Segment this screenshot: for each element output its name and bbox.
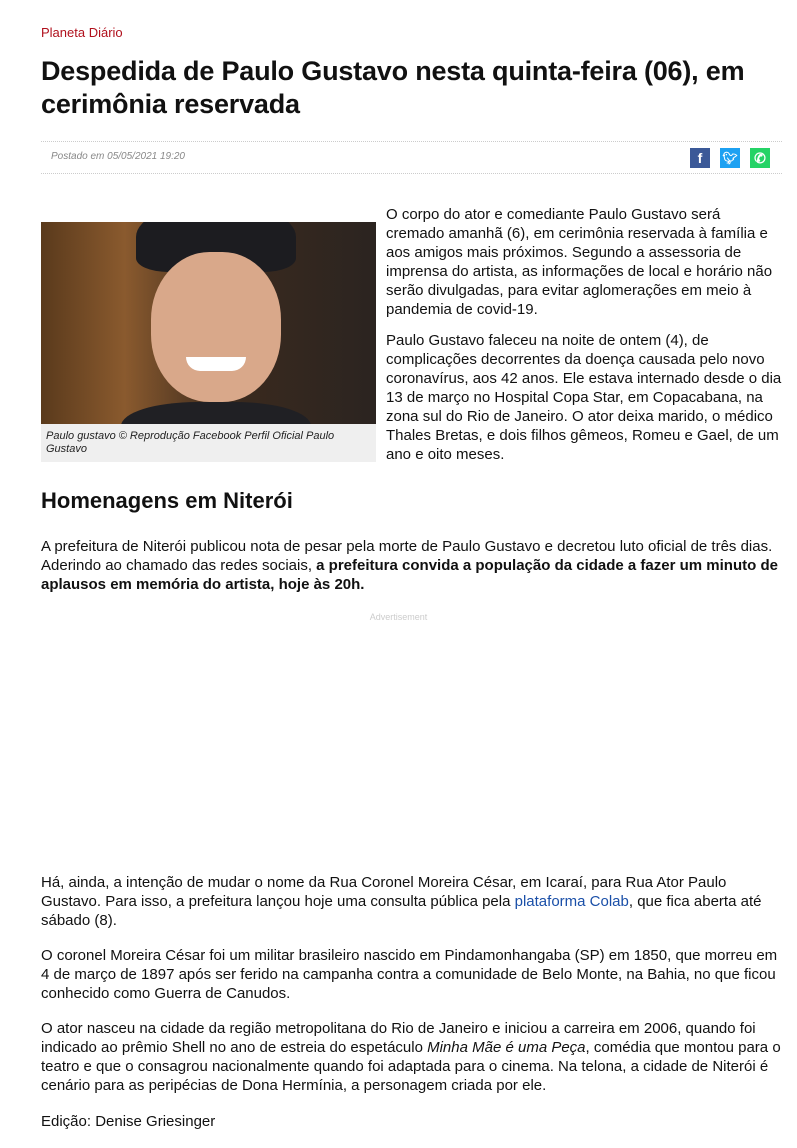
coronel-paragraph: O coronel Moreira César foi um militar brasileiro nascido em Pindamonhangaba (SP) em 1850, que morreu em 4 de março de 1897 após ser ferido na campanha contra a comunidade de Belo Monte, na Bahia, no que ficou conhecido como Guerra de Canudos. xyxy=(41,947,778,1002)
post-date: Postado em 05/05/2021 19:20 xyxy=(51,151,185,162)
intro-paragraph: O corpo do ator e comediante Paulo Gustavo será cremado amanhã (6), em cerimônia reservada à família e aos amigos mais próximos. Segundo a assessoria de imprensa do artista, as informações de local e horário não serão divulgadas, para evitar aglomerações em meio à pandemia de covid-19. xyxy=(386,206,773,318)
share-buttons xyxy=(690,148,770,168)
paragraph-bold-text: a prefeitura convida a população da cidade a fazer um minuto de aplausos em memória do artista, hoje às 20h. xyxy=(41,557,778,593)
paragraph-text: , que fica aberta até sábado (8). xyxy=(41,893,762,929)
editor-credit: Edição: Denise Griesinger xyxy=(41,1113,216,1130)
homenagens-paragraph xyxy=(41,537,782,594)
article-meta-bar xyxy=(41,141,782,174)
article-figure xyxy=(41,222,376,462)
ator-paragraph xyxy=(41,1019,782,1095)
image-caption: Paulo gustavo © Reprodução Facebook Perfil Oficial Paulo Gustavo xyxy=(46,430,335,455)
intro-column xyxy=(386,205,782,476)
whatsapp-share-icon[interactable]: ✆ xyxy=(750,148,770,168)
rua-paragraph xyxy=(41,873,782,930)
intro-paragraph: Paulo Gustavo faleceu na noite de ontem (4), de complicações decorrentes da doença causada pelo novo coronavírus, aos 42 anos. Ele estava internado desde o dia 13 de março no Hospital Copa Star, em Copacabana, na zona sul do Rio de Janeiro. O ator deixa marido, o médico Thales Bretas, e dois filhos gêmeos, Romeu e Gael, de um ano e oito meses. xyxy=(386,332,782,463)
play-title: Minha Mãe é uma Peça xyxy=(427,1039,586,1056)
facebook-share-icon[interactable]: f xyxy=(690,148,710,168)
section-label[interactable]: Planeta Diário xyxy=(41,25,123,40)
paragraph-text: O ator nasceu na cidade da região metropolitana do Rio de Janeiro e iniciou a carreira em 2006, quando foi indicado ao prêmio Shell no ano de estreia do espetáculo xyxy=(41,1020,756,1056)
paragraph-text: , comédia que montou para o teatro e que o consagrou nacionalmente quando foi adaptada para o cinema. Na telona, a cidade de Niterói é cenário para as peripécias de Dona Hermínia, a personagem criada por ele. xyxy=(41,1039,781,1094)
article-title: Despedida de Paulo Gustavo nesta quinta-feira (06), em cerimônia reservada xyxy=(41,56,745,119)
section-heading: Homenagens em Niterói xyxy=(41,488,293,513)
colab-link[interactable]: plataforma Colab xyxy=(514,893,629,910)
advertisement-label: Advertisement xyxy=(369,612,428,622)
paragraph-text: Há, ainda, a intenção de mudar o nome da Rua Coronel Moreira César, em Icaraí, para Rua Ator Paulo Gustavo. Para isso, a prefeitura lançou hoje uma consulta pública pela xyxy=(41,874,727,910)
twitter-share-icon[interactable]: 🐦︎ xyxy=(720,148,740,168)
article-photo xyxy=(41,222,376,424)
paragraph-text: A prefeitura de Niterói publicou nota de pesar pela morte de Paulo Gustavo e decretou luto oficial de três dias. Aderindo ao chamado das redes sociais, xyxy=(41,538,773,574)
